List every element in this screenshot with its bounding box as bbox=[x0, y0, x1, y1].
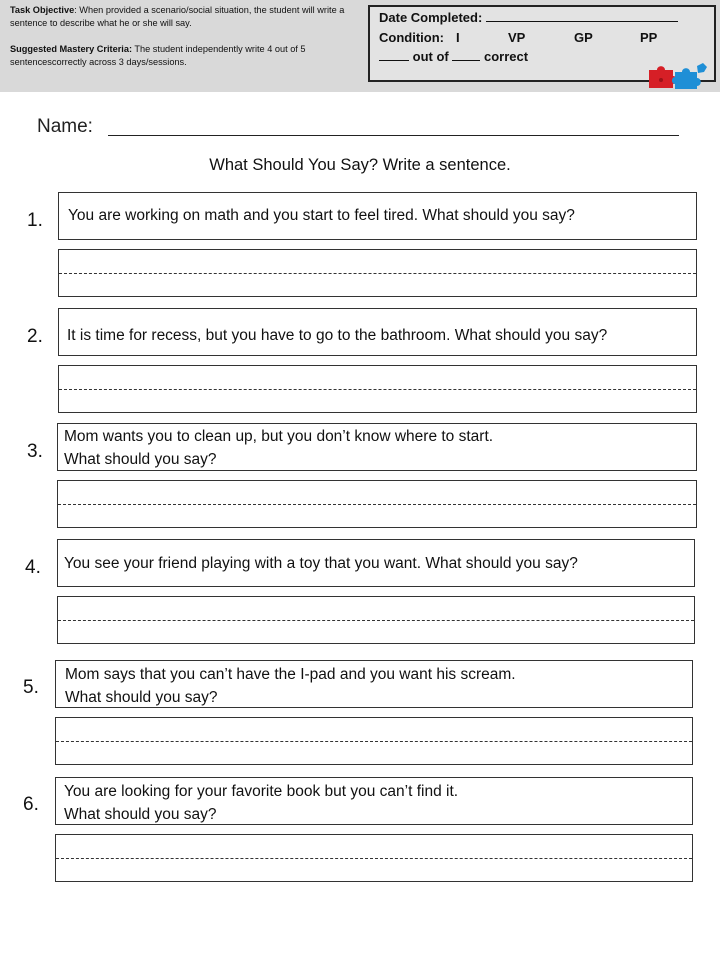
question-number: 6. bbox=[23, 794, 39, 815]
answer-box[interactable] bbox=[57, 596, 695, 644]
answer-writing-line bbox=[59, 273, 696, 274]
answer-box[interactable] bbox=[58, 249, 697, 297]
question-text-line-1: Mom says that you can’t have the I-pad and you want his scream. bbox=[65, 666, 516, 683]
name-label: Name: bbox=[37, 116, 93, 137]
name-field[interactable] bbox=[108, 135, 679, 136]
mastery-criteria-label: Suggested Mastery Criteria: bbox=[10, 44, 133, 54]
question-text-line-1: Mom wants you to clean up, but you don’t know where to start. bbox=[64, 428, 494, 445]
condition-label: Condition: bbox=[379, 30, 444, 45]
task-objective-text: : When provided a scenario/social situation, the student will write a sentence to describe what he or she will say. bbox=[10, 5, 345, 28]
answer-writing-line bbox=[59, 389, 696, 390]
question-number: 4. bbox=[25, 557, 41, 578]
question-number: 5. bbox=[23, 677, 39, 698]
answer-writing-line bbox=[58, 620, 694, 621]
question-box bbox=[55, 777, 693, 825]
header-band bbox=[0, 0, 720, 92]
question-box bbox=[57, 539, 695, 587]
question-text: You are working on math and you start to feel tired. What should you say? bbox=[68, 207, 575, 224]
condition-option-pp[interactable]: PP bbox=[640, 30, 658, 45]
out-of-label: out of bbox=[412, 49, 449, 64]
question-text-line-2: What should you say? bbox=[65, 689, 218, 706]
question-box bbox=[58, 308, 697, 356]
answer-writing-line bbox=[56, 858, 692, 859]
task-objective-label: Task Objective bbox=[10, 5, 75, 15]
condition-option-i[interactable]: I bbox=[456, 30, 460, 45]
question-text-line-2: What should you say? bbox=[64, 806, 217, 823]
question-text: It is time for recess, but you have to go to the bathroom. What should you say? bbox=[67, 327, 608, 344]
question-text-line-1: You are looking for your favorite book but you can’t find it. bbox=[64, 783, 459, 800]
condition-option-vp[interactable]: VP bbox=[508, 30, 526, 45]
question-number: 2. bbox=[27, 326, 43, 347]
date-completed-label: Date Completed: bbox=[379, 10, 483, 25]
answer-box[interactable] bbox=[55, 717, 693, 765]
question-text: You see your friend playing with a toy that you want. What should you say? bbox=[64, 555, 578, 572]
answer-writing-line bbox=[58, 504, 696, 505]
answer-box[interactable] bbox=[58, 365, 697, 413]
answer-box[interactable] bbox=[55, 834, 693, 882]
score-correct-field[interactable] bbox=[379, 60, 409, 61]
answer-box[interactable] bbox=[57, 480, 697, 528]
condition-option-gp[interactable]: GP bbox=[574, 30, 593, 45]
worksheet-title: What Should You Say? Write a sentence. bbox=[209, 156, 511, 174]
answer-writing-line bbox=[56, 741, 692, 742]
correct-label: correct bbox=[483, 49, 529, 64]
question-number: 1. bbox=[27, 210, 43, 231]
question-box bbox=[57, 423, 697, 471]
score-total-field[interactable] bbox=[452, 60, 480, 61]
question-box bbox=[58, 192, 697, 240]
mastery-criteria-text: The student independently write 4 out of 5 sentencescorrectly across 3 days/sessions. bbox=[10, 44, 306, 67]
date-completed-field[interactable] bbox=[486, 21, 678, 22]
question-number: 3. bbox=[27, 441, 43, 462]
task-objective bbox=[10, 4, 355, 69]
question-text-line-2: What should you say? bbox=[64, 451, 217, 468]
question-box bbox=[55, 660, 693, 708]
puzzle-pieces-icon bbox=[645, 60, 711, 90]
